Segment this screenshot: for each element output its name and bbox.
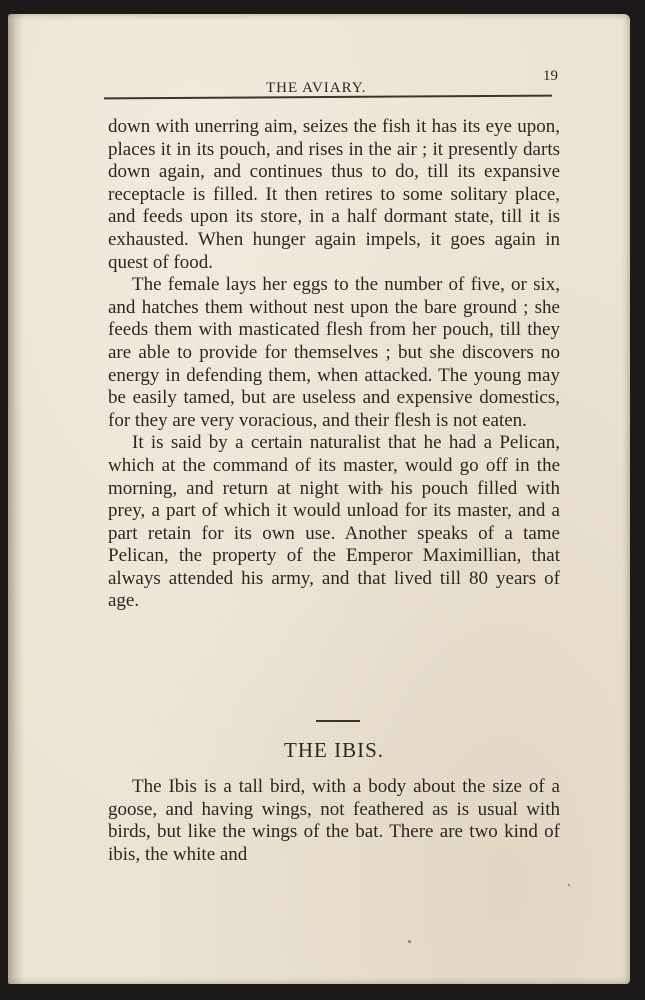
running-head: THE AVIARY. xyxy=(266,80,367,96)
main-text xyxy=(108,116,560,613)
page-gutter-shadow xyxy=(8,14,24,984)
foxing-spot xyxy=(408,940,411,943)
paragraph: down with unerring aim, seizes the fish it has its eye upon, places it in its pouch, and rises in the air ; it presently darts down again, and continues thus to do, till its expansive receptacle is filled. It then retires to some solitary place, and feeds upon its store, in a half dormant state, till it is exhausted. When hunger again impels, it goes again in quest of food. xyxy=(108,116,560,273)
section-divider xyxy=(316,720,360,722)
foxing-spot xyxy=(568,884,570,886)
paragraph: It is said by a certain naturalist that he had a Pelican, which at the command of its master, would go off in the morning, and return at night with his pouch filled with prey, a part of which it would unload for its master, and a part retain for its own use. Another speaks of a tame Pelican, the property of the Emperor Maximillian, that always attended his army, and that lived till 80 years of age. xyxy=(108,432,560,612)
paragraph: The female lays her eggs to the number of five, or six, and hatches them without nest upon the bare ground ; she feeds them with masticated flesh from her pouch, till they are able to provide for themselves ; but she discovers no energy in defending them, when attacked. The young may be easily tamed, but are useless and expensive domestics, for they are very voracious, and their flesh is not eaten. xyxy=(108,274,560,431)
section-text xyxy=(108,776,560,866)
section-title: THE IBIS. xyxy=(284,738,384,762)
page-header xyxy=(98,66,558,94)
paragraph: The Ibis is a tall bird, with a body about the size of a goose, and having wings, not feathered as is usual with birds, but like the wings of the bat. There are two kind of ibis, the white and xyxy=(108,776,560,865)
page-number: 19 xyxy=(543,68,558,84)
